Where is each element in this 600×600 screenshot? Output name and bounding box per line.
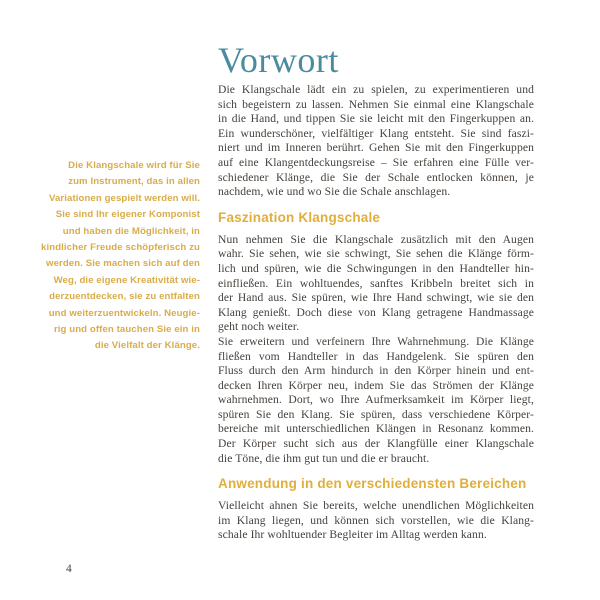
margin-note-line: und haben die Möglichkeit, in bbox=[62, 225, 200, 237]
body-line: Klang genießt. Doch diese von Klang getragene Handmassage bbox=[218, 305, 534, 319]
paragraph bbox=[218, 233, 534, 335]
section-anwendung bbox=[218, 476, 534, 543]
body-line: decken Ihren Körper neu, indem Sie das Strömen der Klänge bbox=[218, 378, 534, 392]
body-line: in die Hand, und tippen Sie sie leicht mit den Fingerkuppen an. bbox=[218, 112, 534, 126]
page-title: Vorwort bbox=[218, 40, 339, 80]
body-line: spüren Sie den Klang. Sie spüren, dass verschiedene Körper- bbox=[218, 407, 534, 421]
body-line: fließen vom Handteller in das Handgelenk. Sie spüren den bbox=[218, 349, 534, 363]
margin-note bbox=[36, 158, 200, 355]
margin-note-line: kindlicher Freude schöpferisch zu bbox=[41, 242, 200, 254]
body-line: Die Klangschale lädt ein zu spielen, zu experimentieren und bbox=[218, 83, 534, 96]
paragraph bbox=[218, 499, 534, 543]
body-line: wahr. Sie sehen, wie sie schwingt, Sie sehen die Klänge förm- bbox=[218, 247, 534, 261]
body-line: die Töne, die ihm gut tun und die er braucht. bbox=[218, 451, 430, 465]
body-line: einfließen. Ein wohltuendes, sanftes Kribbeln breitet sich in bbox=[218, 276, 534, 290]
section-intro bbox=[218, 83, 534, 200]
margin-note-line: und weiterzuentwickeln. Neugie- bbox=[48, 307, 200, 319]
body-line: Sie erweitern und verfeinern Ihre Wahrnehmung. Die Klänge bbox=[218, 334, 534, 348]
margin-note-line: derzuentdecken, sie zu entfalten bbox=[49, 291, 200, 303]
section-heading: Faszination Klangschale bbox=[218, 209, 381, 225]
paragraph bbox=[218, 83, 534, 200]
body-line: Fluss durch den Arm hindurch in den Körper hinein und ent- bbox=[218, 364, 534, 378]
margin-note-line: Variationen gespielt werden will. bbox=[49, 192, 200, 204]
margin-note-line: zum Instrument, das in allen bbox=[68, 176, 200, 188]
margin-note-line: Weg, die eigene Kreativität wie- bbox=[53, 274, 200, 286]
body-line: lich und spüren, wie die Schwingungen in den Handteller hin- bbox=[218, 261, 534, 275]
body-line: auf eine Klangentdeckungsreise – Sie erfahren eine Fülle ver- bbox=[218, 155, 534, 169]
body-line: Ein wunderschöner, vielfältiger Klang entsteht. Sie sind faszi- bbox=[218, 126, 534, 140]
body-line: schiedener Klänge, die Sie der Schale entlocken können, je bbox=[218, 170, 534, 184]
body-line: wahrnehmen. Dort, wo Ihre Aufmerksamkeit im Körper liegt, bbox=[218, 393, 534, 407]
body-line: schale Ihr wohltuender Begleiter im Alltag werden kann. bbox=[218, 528, 487, 542]
body-line: nachdem, wie und wo Sie die Schale anschlagen. bbox=[218, 185, 451, 199]
body-line: der Hand aus. Sie spüren, wie Ihre Hand schwingt, wie sie den bbox=[218, 291, 534, 305]
main-column bbox=[218, 40, 534, 543]
section-body bbox=[218, 499, 534, 543]
margin-note-line: Die Klangschale wird für Sie bbox=[68, 160, 200, 171]
body-line: Der Körper sucht sich aus der Klangfülle einer Klangschale bbox=[218, 437, 534, 451]
body-line: bereiche mit unterschiedlichen Klängen in Resonanz kommen. bbox=[218, 422, 534, 436]
section-body bbox=[218, 83, 534, 200]
section-body bbox=[218, 233, 534, 467]
margin-note-line: die Vielfalt der Klänge. bbox=[94, 340, 200, 352]
margin-note-line: rig und offen tauchen Sie ein in bbox=[53, 324, 200, 336]
body-line: im Klang liegen, und können sich vorstellen, wie die Klang- bbox=[218, 513, 534, 527]
section-heading: Anwendung in den verschiedensten Bereichen bbox=[218, 476, 527, 492]
body-line: niert und im Inneren berührt. Gehen Sie mit den Fingerkuppen bbox=[218, 141, 534, 155]
margin-note-line: Sie sind Ihr eigener Komponist bbox=[55, 209, 200, 221]
section-faszination-klangschale bbox=[218, 210, 534, 467]
margin-note-line: werden. Sie machen sich auf den bbox=[46, 258, 200, 270]
body-line: Nun nehmen Sie die Klangschale zusätzlich mit den Augen bbox=[218, 232, 534, 246]
paragraph bbox=[218, 335, 534, 466]
body-line: Vielleicht ahnen Sie bereits, welche unendlichen Möglichkeiten bbox=[218, 499, 534, 513]
page-number: 4 bbox=[66, 563, 72, 575]
body-line: sich begeistern zu lassen. Nehmen Sie einmal eine Klangschale bbox=[218, 97, 534, 111]
body-line: geht noch weiter. bbox=[218, 320, 300, 334]
